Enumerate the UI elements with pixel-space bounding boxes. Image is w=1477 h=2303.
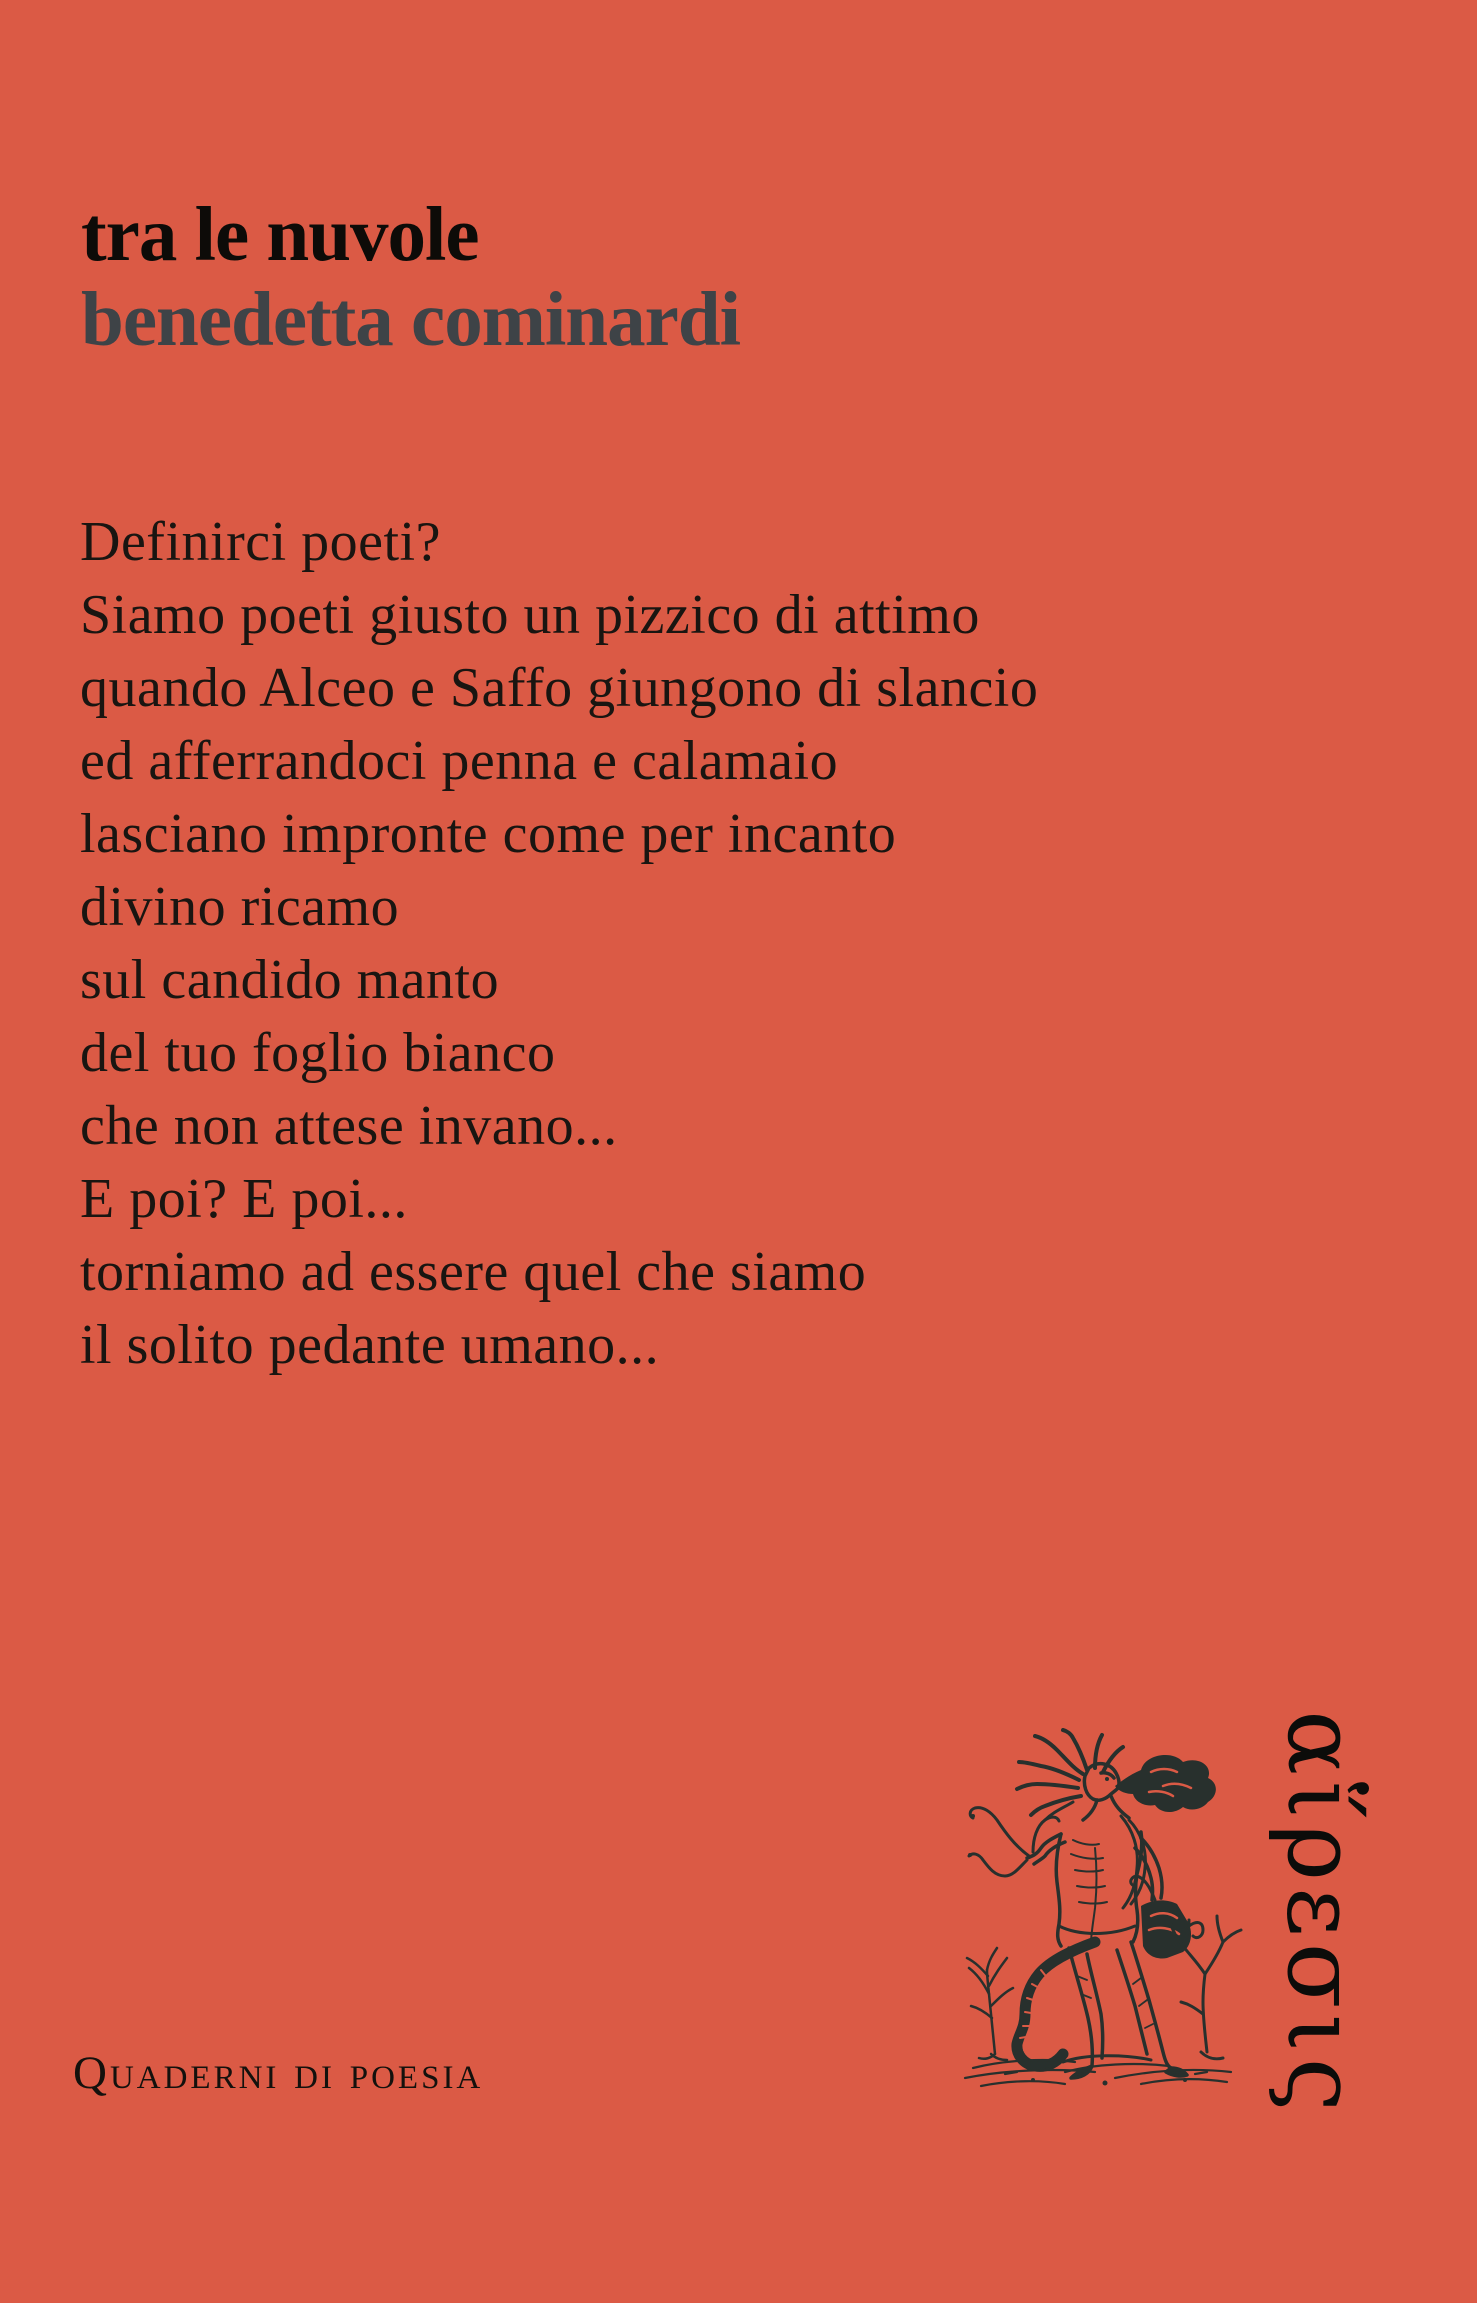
torso	[1056, 1832, 1142, 1946]
poem-line: torniamo ad essere quel che siamo	[80, 1241, 867, 1303]
woodcut-illustration-icon	[945, 1728, 1245, 2108]
book-author: benedetta cominardi	[81, 276, 740, 362]
book-title: tra le nuvole	[81, 191, 479, 277]
publisher-greek-wordmark: αἵρεσις	[1266, 1710, 1378, 2118]
poem-line: Definirci poeti?	[80, 511, 441, 573]
title-block	[81, 192, 740, 362]
breath-cloud	[1115, 1755, 1216, 1812]
poem-line: quando Alceo e Saffo giungono di slancio	[80, 657, 1039, 719]
poem-line: ed afferrandoci penna e calamaio	[80, 730, 839, 792]
poem-line: Siamo poeti giusto un pizzico di attimo	[80, 584, 980, 646]
hair-strokes	[1017, 1730, 1123, 1820]
poem-line: lasciano impronte come per incanto	[80, 803, 897, 865]
poem-line: il solito pedante umano...	[80, 1314, 660, 1376]
poem-line: che non attese invano...	[80, 1095, 618, 1157]
sash	[1121, 1816, 1145, 1908]
series-label: Quaderni di poesia	[73, 2047, 484, 2099]
poem	[80, 506, 1038, 1382]
lowered-arm-and-object	[1131, 1838, 1203, 1959]
poem-line: sul candido manto	[80, 949, 500, 1011]
poem-line: del tuo foglio bianco	[80, 1022, 556, 1084]
bare-tree-left	[967, 1948, 1013, 2060]
poem-line: E poi? E poi...	[80, 1168, 408, 1230]
poem-line: divino ricamo	[80, 876, 400, 938]
head	[1083, 1764, 1129, 1820]
